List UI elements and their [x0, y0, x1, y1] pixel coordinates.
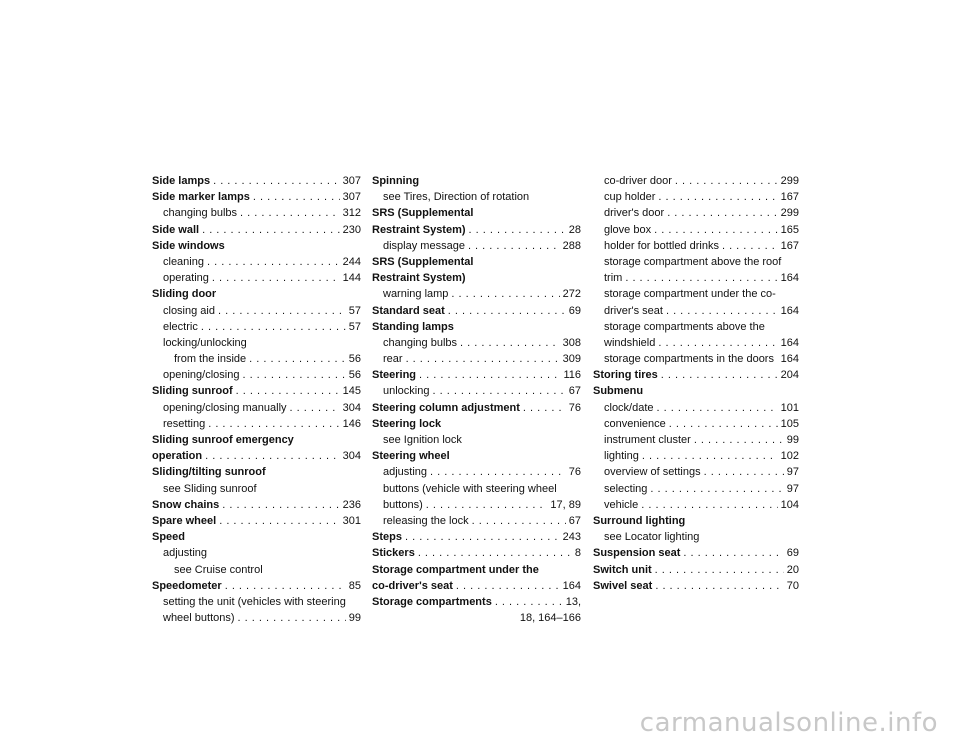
entry-term: Storing tires	[593, 369, 658, 382]
index-entry	[372, 270, 581, 286]
entry-term: windshield	[604, 336, 656, 349]
index-subentry	[593, 173, 799, 189]
entry-term: Side lamps	[152, 175, 211, 187]
page-number: 164	[780, 353, 799, 366]
index-subentry	[152, 400, 361, 416]
entry-term: Stickers	[372, 547, 415, 560]
page-number: 97	[786, 482, 799, 495]
index-subentry	[593, 222, 799, 238]
page-number: 144	[342, 272, 361, 285]
index-subentry	[372, 464, 581, 480]
index-subentry	[593, 286, 799, 302]
entry-term: Side windows	[152, 239, 225, 252]
page-number: 56	[348, 369, 361, 382]
dot-leader	[655, 562, 784, 578]
entry-term: trim	[604, 272, 623, 285]
dot-leader	[426, 497, 548, 513]
entry-term: Side wall	[152, 223, 200, 236]
index-entry	[152, 513, 361, 529]
dot-leader	[722, 238, 778, 254]
index-column-2	[372, 173, 581, 626]
index-entry	[372, 545, 581, 561]
entry-term: storage compartment under the co-	[604, 288, 776, 301]
entry-term: glove box	[604, 223, 652, 236]
entry-term: Spinning	[372, 175, 420, 187]
entry-term: Standard seat	[372, 304, 445, 317]
entry-term: Spare wheel	[152, 514, 217, 527]
page-number: 17, 89	[550, 498, 581, 511]
index-subentry	[593, 238, 799, 254]
dot-leader	[654, 222, 778, 238]
index-subentry	[372, 383, 581, 399]
entry-term: releasing the lock	[383, 514, 469, 527]
index-subentry	[593, 481, 799, 497]
page-number: 69	[786, 547, 799, 560]
page-number: 272	[562, 288, 581, 301]
entry-term: Swivel seat	[593, 579, 653, 592]
page-number: 288	[562, 239, 581, 252]
entry-term: selecting	[604, 482, 648, 495]
entry-term: closing aid	[163, 304, 215, 317]
index-subentry	[593, 303, 799, 319]
entry-term: changing bulbs	[163, 207, 238, 220]
index-subentry	[372, 189, 581, 205]
page-number: 307	[342, 175, 361, 187]
page-number: 85	[348, 579, 361, 592]
page-number: 69	[568, 304, 581, 317]
entry-term: setting the unit (vehicles with steering	[163, 595, 346, 608]
index-entry	[152, 173, 361, 189]
index-entry	[593, 383, 799, 399]
page-number: 76	[568, 401, 581, 414]
entry-term: cleaning	[163, 255, 204, 268]
dot-leader	[201, 319, 346, 335]
entry-term: resetting	[163, 417, 206, 430]
index-subentry	[593, 319, 799, 335]
index-entry	[152, 497, 361, 513]
entry-term: overview of settings	[604, 466, 701, 479]
entry-term: clock/date	[604, 401, 654, 414]
dot-leader	[669, 416, 778, 432]
index-subentry	[372, 335, 581, 351]
index-entry	[152, 238, 361, 254]
index-subentry	[152, 303, 361, 319]
entry-term: Side marker lamps	[152, 191, 250, 204]
entry-term: buttons (vehicle with steering wheel	[383, 482, 557, 495]
entry-term: see Sliding sunroof	[163, 482, 257, 495]
index-entry	[372, 222, 581, 238]
index-entry	[593, 578, 799, 594]
dot-leader	[222, 497, 339, 513]
entry-term: driver's seat	[604, 304, 663, 317]
dot-leader	[675, 173, 778, 189]
page-number: 102	[780, 450, 799, 463]
entry-term: cup holder	[604, 191, 656, 204]
page-number: 146	[342, 417, 361, 430]
entry-term: instrument cluster	[604, 434, 691, 446]
entry-term: Sliding/tilting sunroof	[152, 466, 266, 479]
page-number: 308	[562, 336, 581, 349]
index-subentry	[152, 367, 361, 383]
page-number: 301	[342, 514, 361, 527]
entry-term: rear	[383, 353, 403, 366]
dot-leader	[418, 545, 572, 561]
entry-term: Steering wheel	[372, 450, 450, 463]
page-number: 230	[342, 223, 361, 236]
index-subentry	[152, 481, 361, 497]
index-subentry	[593, 497, 799, 513]
page-number: 8	[574, 547, 581, 560]
index-subentry	[372, 610, 581, 626]
entry-term: Restraint System)	[372, 272, 466, 285]
index-subentry	[593, 416, 799, 432]
dot-leader	[658, 189, 777, 205]
entry-term: see Locator lighting	[604, 531, 700, 544]
index-entry	[372, 562, 581, 578]
page-number: 13,	[565, 595, 581, 608]
index-entry	[152, 383, 361, 399]
page-number: 70	[786, 579, 799, 592]
index-subentry	[152, 545, 361, 561]
index-entry	[372, 416, 581, 432]
page-number: 165	[780, 223, 799, 236]
dot-leader	[238, 610, 346, 626]
dot-leader	[658, 335, 777, 351]
index-entry	[593, 545, 799, 561]
entry-term: lighting	[604, 450, 639, 463]
entry-term: operation	[152, 450, 203, 463]
page-number: 304	[342, 450, 361, 463]
dot-leader	[208, 416, 339, 432]
page-number: 312	[342, 207, 361, 220]
entry-term: warning lamp	[383, 288, 449, 301]
entry-term: adjusting	[163, 547, 208, 560]
entry-term: changing bulbs	[383, 336, 458, 349]
entry-term: Snow chains	[152, 498, 220, 511]
index-entry	[372, 594, 581, 610]
page-number: 307	[342, 191, 361, 204]
index-subentry	[372, 351, 581, 367]
index-entry	[593, 562, 799, 578]
entry-term: unlocking	[383, 385, 430, 398]
dot-leader	[657, 400, 778, 416]
index-subentry	[152, 319, 361, 335]
dot-leader	[218, 303, 346, 319]
entry-term: see Cruise control	[174, 563, 263, 576]
entry-term: SRS (Supplemental	[372, 255, 474, 268]
entry-term: co-driver's seat	[372, 579, 453, 592]
entry-term: Steering column adjustment	[372, 401, 520, 414]
entry-term: SRS (Supplemental	[372, 207, 474, 220]
entry-term: see Ignition lock	[383, 434, 462, 446]
page-number: 57	[348, 320, 361, 333]
dot-leader	[666, 303, 778, 319]
index-entry	[372, 400, 581, 416]
page-number: 67	[568, 514, 581, 527]
page-number: 304	[342, 401, 361, 414]
page-number: 236	[342, 498, 361, 511]
index-subentry	[372, 286, 581, 302]
index-entry	[593, 513, 799, 529]
entry-term: Sliding sunroof emergency	[152, 434, 294, 446]
index-subentry	[152, 351, 361, 367]
dot-leader	[469, 222, 566, 238]
dot-leader	[468, 238, 560, 254]
dot-leader	[249, 351, 346, 367]
dot-leader	[430, 464, 566, 480]
index-entry	[152, 189, 361, 205]
entry-term: storage compartments in the doors	[604, 353, 774, 366]
dot-leader	[472, 513, 566, 529]
page-number: 164	[780, 304, 799, 317]
entry-term: Steering	[372, 369, 417, 382]
page-number: 299	[780, 207, 799, 220]
page-number: 204	[780, 369, 799, 382]
index-subentry	[152, 270, 361, 286]
index-entry	[152, 464, 361, 480]
dot-leader	[641, 497, 777, 513]
dot-leader	[667, 205, 777, 221]
dot-leader	[225, 578, 346, 594]
dot-leader	[213, 173, 340, 189]
index-subentry	[372, 432, 581, 448]
index-entry	[372, 205, 581, 221]
index-subentry	[593, 351, 799, 367]
dot-leader	[495, 594, 563, 610]
dot-leader	[205, 448, 340, 464]
page-number: 145	[342, 385, 361, 398]
dot-leader	[236, 383, 340, 399]
dot-leader	[432, 383, 565, 399]
entry-term: convenience	[604, 417, 666, 430]
index-entry	[152, 448, 361, 464]
dot-leader	[290, 400, 340, 416]
index-entry	[372, 448, 581, 464]
entry-term: holder for bottled drinks	[604, 239, 719, 252]
dot-leader	[405, 529, 560, 545]
entry-term: see Tires, Direction of rotation	[383, 191, 530, 204]
entry-term: Storage compartments	[372, 595, 492, 608]
entry-term: opening/closing	[163, 369, 240, 382]
index-entry	[372, 529, 581, 545]
entry-term: Sliding door	[152, 288, 217, 301]
entry-term: opening/closing manually	[163, 401, 287, 414]
index-entry	[152, 578, 361, 594]
page-number: 116	[563, 369, 581, 382]
page-number: 104	[780, 498, 799, 511]
dot-leader	[704, 464, 784, 480]
index-entry	[152, 529, 361, 545]
page-number: 99	[786, 434, 799, 446]
index-subentry	[593, 464, 799, 480]
entry-term: Speedometer	[152, 579, 222, 592]
index-subentry	[152, 416, 361, 432]
entry-term: Steps	[372, 531, 402, 544]
entry-term: operating	[163, 272, 209, 285]
dot-leader	[451, 286, 559, 302]
index-subentry	[593, 189, 799, 205]
page-number: 20	[786, 563, 799, 576]
entry-term: Steering lock	[372, 417, 442, 430]
entry-term: Restraint System)	[372, 223, 466, 236]
entry-term: Speed	[152, 531, 186, 544]
page-number: 167	[780, 239, 799, 252]
index-entry	[372, 578, 581, 594]
dot-leader	[406, 351, 560, 367]
dot-leader	[694, 432, 784, 448]
index-entry	[372, 254, 581, 270]
index-subentry	[152, 562, 361, 578]
index-entry	[152, 222, 361, 238]
index-subentry	[593, 205, 799, 221]
page-number: 97	[786, 466, 799, 479]
index-subentry	[593, 335, 799, 351]
page-number: 57	[348, 304, 361, 317]
index-subentry	[372, 238, 581, 254]
entry-term: Storage compartment under the	[372, 563, 539, 576]
dot-leader	[242, 367, 345, 383]
index-entry	[372, 367, 581, 383]
index-subentry	[372, 481, 581, 497]
page-number: 167	[780, 191, 799, 204]
index-subentry	[593, 432, 799, 448]
index-subentry	[152, 205, 361, 221]
entry-term: locking/unlocking	[163, 336, 247, 349]
page-number: 28	[568, 223, 581, 236]
page-number: 243	[562, 531, 581, 544]
entry-term: wheel buttons)	[163, 612, 235, 625]
index-subentry	[593, 270, 799, 286]
dot-leader	[240, 205, 340, 221]
index-subentry	[372, 513, 581, 529]
entry-term: Sliding sunroof	[152, 385, 233, 398]
dot-leader	[683, 545, 783, 561]
dot-leader	[460, 335, 560, 351]
index-subentry	[593, 529, 799, 545]
entry-term: driver's door	[604, 207, 665, 220]
index-subentry	[593, 400, 799, 416]
entry-term: Switch unit	[593, 563, 652, 576]
entry-term: Submenu	[593, 385, 644, 398]
dot-leader	[655, 578, 783, 594]
entry-term: display message	[383, 239, 465, 252]
page-number: 244	[342, 255, 361, 268]
dot-leader	[625, 270, 777, 286]
dot-leader	[661, 367, 778, 383]
entry-term: from the inside	[174, 353, 247, 366]
dot-leader	[207, 254, 340, 270]
index-entry	[372, 303, 581, 319]
dot-leader	[419, 367, 560, 383]
page-number: 164	[780, 336, 799, 349]
entry-term: buttons)	[383, 498, 423, 511]
watermark: carmanualsonline.info	[639, 708, 938, 738]
index-entry	[372, 319, 581, 335]
dot-leader	[448, 303, 566, 319]
page-number: 76	[568, 466, 581, 479]
dot-leader	[253, 189, 340, 205]
page-number: 309	[562, 353, 581, 366]
index-subentry	[593, 254, 799, 270]
dot-leader	[219, 513, 339, 529]
index-column-3	[593, 173, 799, 594]
dot-leader	[456, 578, 560, 594]
entry-term: co-driver door	[604, 175, 672, 187]
dot-leader	[650, 481, 783, 497]
entry-term: storage compartments above the	[604, 320, 765, 333]
dot-leader	[523, 400, 566, 416]
page-number: 164	[780, 272, 799, 285]
index-entry	[152, 432, 361, 448]
index-subentry	[152, 335, 361, 351]
entry-term: storage compartment above the roof	[604, 255, 782, 268]
index-subentry	[152, 594, 361, 610]
dot-leader	[642, 448, 778, 464]
entry-term: vehicle	[604, 498, 639, 511]
page-number: 67	[568, 385, 581, 398]
page-number: 101	[780, 401, 799, 414]
index-subentry	[372, 497, 581, 513]
entry-term: electric	[163, 320, 198, 333]
entry-term: Standing lamps	[372, 320, 454, 333]
page-number: 105	[780, 417, 799, 430]
page-number: 18, 164–166	[519, 612, 581, 625]
index-subentry	[152, 610, 361, 626]
dot-leader	[212, 270, 340, 286]
entry-term: adjusting	[383, 466, 428, 479]
entry-term: Suspension seat	[593, 547, 681, 560]
page-number: 99	[348, 612, 361, 625]
entry-term: Surround lighting	[593, 514, 686, 527]
index-entry	[372, 173, 581, 189]
dot-leader	[202, 222, 340, 238]
index-column-1	[152, 173, 361, 626]
index-entry	[152, 286, 361, 302]
index-subentry	[593, 448, 799, 464]
page-number: 56	[348, 353, 361, 366]
index-subentry	[152, 254, 361, 270]
page-number: 164	[562, 579, 581, 592]
index-entry	[593, 367, 799, 383]
page-number: 299	[780, 175, 799, 187]
